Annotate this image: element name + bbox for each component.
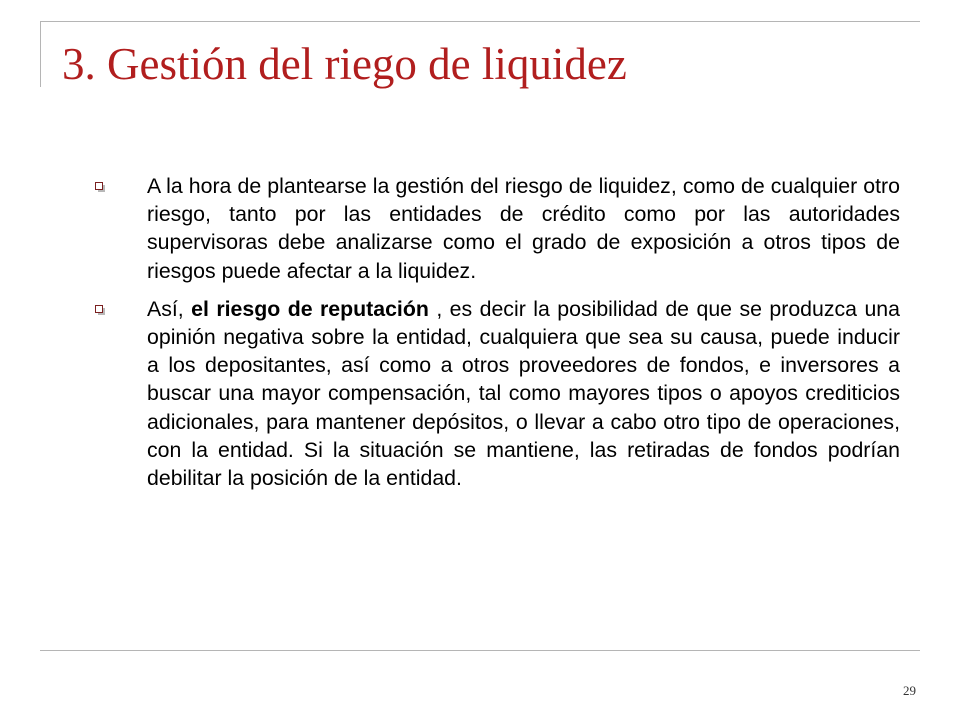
- bullet-text: A la hora de plantearse la gestión del riesgo de liquidez, como de cualquier otro riesgo, tanto por las entidades de crédito como por las autoridades supervisoras debe analizarse como el grado de exposición a otros tipos de riesgos puede afectar a la liquidez.: [147, 174, 900, 283]
- bullet-item-1: [95, 172, 900, 285]
- bullet-list: [95, 172, 900, 502]
- square-bullet-icon: [95, 305, 106, 315]
- top-rule: [40, 21, 920, 22]
- bottom-rule: [40, 650, 920, 651]
- bullet-text-bold: el riesgo de reputación: [191, 296, 429, 321]
- square-bullet-icon: [95, 182, 106, 192]
- left-rule: [40, 21, 41, 87]
- bullet-item-2: [95, 295, 900, 492]
- bullet-text-suffix: , es decir la posibilidad de que se produzca una opinión negativa sobre la entidad, cualquiera que sea su causa, puede inducir a los depositantes, así como a otros proveedores de fondos, e inversores a buscar una mayor compensación, tal como mayores tipos o apoyos crediticios adicionales, para mantener depósitos, o llevar a cabo otro tipo de operaciones, con la entidad. Si la situación se mantiene, las retiradas de fondos podrían debilitar la posición de la entidad.: [147, 296, 900, 491]
- slide-title: 3. Gestión del riego de liquidez: [62, 39, 627, 89]
- bullet-text-prefix: Así,: [147, 296, 192, 321]
- page-number: 29: [903, 683, 916, 698]
